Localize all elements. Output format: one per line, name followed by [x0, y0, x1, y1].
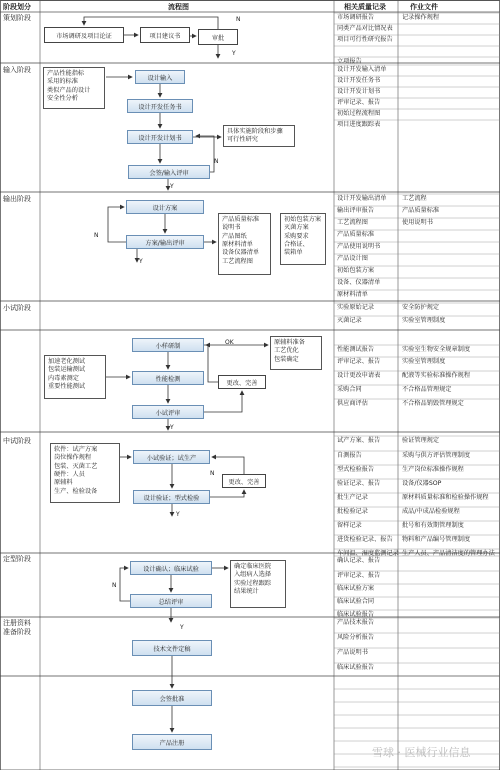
work-doc-item: 产品质量标准 [402, 207, 440, 214]
approval-n-label: N [236, 16, 241, 23]
quality-record-item: 批生产记录 [337, 494, 368, 501]
ok-label: OK [225, 339, 234, 346]
quality-record-item: 型式检验报告 [337, 466, 375, 473]
work-doc-item: 不合格品管理规定 [402, 386, 452, 393]
stage-pilot: 中试阶段 [3, 437, 31, 445]
change-box-1: 更改、完善 [218, 375, 266, 389]
stage-small-trial: 小试阶段 [3, 304, 31, 312]
quality-record-item: 评审记录、报告 [337, 358, 381, 365]
quality-record-item: 原材料清单 [337, 291, 368, 298]
quality-record-item: 产品使用说明书 [337, 243, 381, 250]
small-sample-box: 小样研制 [132, 338, 204, 352]
work-doc-item: 成品/中成品检验规程 [402, 508, 460, 515]
design-verify-box: 设计验证；型式检验 [133, 490, 210, 504]
header-quality: 相关质量记录 [344, 3, 386, 11]
work-doc-item: 生产岗位标准操作规程 [402, 466, 464, 473]
small-y-label: Y [170, 424, 174, 431]
stage-planning: 策划阶段 [3, 14, 31, 22]
input-y-label: Y [170, 183, 174, 190]
materials-note: 原辅料准备 工艺优化 包装确定 [270, 336, 322, 370]
quality-record-item: 性能测试报告 [337, 346, 375, 353]
output-n-label: N [94, 232, 99, 239]
arrow-review-change [204, 391, 242, 412]
work-doc-item: 设备/仪器SOP [402, 480, 442, 487]
work-doc-item: 批号和有效期管理制度 [402, 522, 464, 529]
quality-record-item: 实验原始记录 [337, 304, 375, 311]
quality-record-item: 临床试验报告 [337, 664, 375, 671]
scheme-review-box: 方案/输出评审 [126, 235, 204, 249]
arrow-change-sample [206, 345, 218, 382]
quality-record-item: 同类产品对比情况表 [337, 25, 393, 32]
quality-record-item: 批检验记录 [337, 508, 368, 515]
work-doc-item: 实验室管理制度 [402, 358, 446, 365]
quality-record-item: 产品质量标准 [337, 231, 375, 238]
arrow-output-no [108, 207, 126, 242]
work-doc-item: 验证管理规定 [402, 437, 440, 444]
pilot-n-label: N [210, 470, 215, 477]
dev-plan-box: 设计开发计划书 [127, 130, 193, 144]
header-stage: 阶段划分 [3, 3, 31, 11]
quality-record-item: 初始过程流程图 [337, 110, 381, 117]
final-n-label: N [112, 582, 117, 589]
work-doc-item: 安全防护规定 [402, 304, 440, 311]
perf-test-box: 性能检测 [132, 371, 204, 385]
aging-tests-note: 加速老化测试 包装运输测试 内毒素测定 重要性能测试 [44, 355, 106, 399]
packaging-note: 初始包装方案 灭菌方案 采购要求 合格证、 装箱单 [280, 213, 326, 265]
software-hardware-note: 软件：试产方案 岗位操作规程 包装、灭菌工艺 硬件：人员 原辅料 生产、检验设备 [50, 443, 120, 503]
arrow-change-verify [212, 457, 244, 474]
stage-input: 输入阶段 [3, 66, 31, 74]
sign-review-box: 会签/输入评审 [128, 165, 210, 179]
summary-review-box: 总结评审 [130, 594, 212, 608]
quality-record-item: 临床试验方案 [337, 585, 375, 592]
quality-record-item: 市场调研报告 [337, 14, 375, 21]
output-docs-note: 产品质量标准 说明书 产品图纸 原材料清单 设备仪器清单 工艺流程图 [218, 213, 271, 275]
quality-record-item: 风险分析报告 [337, 634, 375, 641]
work-doc-item: 使用说明书 [402, 219, 433, 226]
work-doc-item: 采购与供方评估管理制度 [402, 452, 471, 459]
stage-finalize: 定型阶段 [3, 555, 31, 563]
quality-record-item: 输出评审报告 [337, 207, 375, 214]
quality-record-item: 项目可行性研究报告 [337, 36, 393, 43]
stage-output: 输出阶段 [3, 195, 31, 203]
countersign-box: 会签批准 [132, 690, 212, 706]
arrow-final-no [120, 568, 130, 601]
project-proposal-box: 项目建议书 [140, 27, 190, 43]
small-review-box: 小试评审 [132, 405, 204, 419]
product-reg-box: 产品注册 [132, 734, 212, 750]
change-box-2: 更改、完善 [222, 474, 266, 488]
quality-record-item: 临床试验报告 [337, 611, 375, 618]
design-input-box: 设计输入 [135, 70, 185, 84]
work-doc-item: 不合格品销毁管理规定 [402, 400, 464, 407]
work-doc-item: 记录操作规程 [402, 14, 440, 21]
quality-record-item: 采购合同 [337, 386, 362, 393]
quality-record-item: 临床试验合同 [337, 598, 375, 605]
tech-docs-box: 技术文件定稿 [132, 640, 212, 656]
work-doc-item: 实验室管理制度 [402, 317, 446, 324]
final-y-label: Y [180, 624, 184, 631]
work-doc-item: 实验室生物安全规章制度 [402, 346, 471, 353]
quality-record-item: 产品设计图 [337, 255, 368, 262]
small-verify-box: 小试验证；试生产 [133, 450, 210, 464]
quality-record-item: 进货检验记录、报告 [337, 536, 393, 543]
quality-record-item: 工艺流程图 [337, 219, 368, 226]
approval-y-label: Y [232, 50, 236, 57]
quality-record-item: 确认记录、报告 [337, 557, 381, 564]
quality-record-item: 车间温、湿度监测记录 [337, 550, 399, 557]
quality-record-item: 试产方案、报告 [337, 437, 381, 444]
quality-record-item: 设计开发任务书 [337, 77, 381, 84]
dev-task-box: 设计开发任务书 [127, 99, 193, 113]
quality-record-item: 设计开发输入清单 [337, 66, 387, 73]
arrow-design-change [210, 490, 244, 497]
quality-record-item: 供应商评估 [337, 400, 368, 407]
quality-record-item: 评审记录、报告 [337, 99, 381, 106]
stage-registration: 注册资料 准备阶段 [3, 619, 31, 637]
quality-record-item: 产品技术报告 [337, 619, 375, 626]
work-doc-item: 生产人员、产品清洁度的管理办法 [402, 550, 495, 557]
impl-steps-note: 具体实施阶段和步骤 可行性研究 [223, 125, 295, 147]
quality-record-item: 验证记录、报告 [337, 480, 381, 487]
quality-record-item: 设备、仪器清单 [337, 279, 381, 286]
quality-record-item: 留样记录 [337, 522, 362, 529]
input-requirements-note: 产品性能指标 采用的标准 类似产品的设计 安全性分析 [43, 67, 105, 109]
work-doc-item: 物料和产品编号管理制度 [402, 536, 471, 543]
quality-record-item: 立项报告 [337, 58, 362, 65]
work-doc-item: 配液等实验标准操作规程 [402, 372, 471, 379]
quality-record-item: 项目进度跟踪表 [337, 121, 381, 128]
quality-record-item: 设计开发计划书 [337, 88, 381, 95]
quality-record-item: 灭菌记录 [337, 317, 362, 324]
pilot-y-label: Y [176, 511, 180, 518]
clinical-box: 设计确认；临床试验 [130, 561, 212, 575]
output-y-label: Y [139, 258, 143, 265]
header-docs: 作业文件 [410, 3, 438, 11]
quality-record-item: 评审记录、报告 [337, 572, 381, 579]
approval-box: 审批 [198, 29, 238, 45]
watermark: 雪球 · 医械行业信息 [372, 746, 471, 759]
quality-record-item: 设计开发输出清单 [337, 195, 387, 202]
quality-record-item: 产品说明书 [337, 649, 368, 656]
work-doc-item: 工艺流程 [402, 195, 427, 202]
hospital-note: 确定临床医院 入组病人选择 实验过程跟踪 结果统计 [230, 560, 286, 608]
quality-record-item: 初始包装方案 [337, 267, 375, 274]
header-flow: 流程图 [168, 3, 189, 11]
quality-record-item: 设计更改申请表 [337, 372, 381, 379]
design-scheme-box: 设计方案 [126, 200, 204, 214]
input-n-label: N [214, 158, 219, 165]
work-doc-item: 原材料质量标准和检验操作规程 [402, 494, 489, 501]
quality-record-item: 自测报告 [337, 452, 362, 459]
market-research-box: 市场调研及项目论证 [44, 27, 124, 43]
